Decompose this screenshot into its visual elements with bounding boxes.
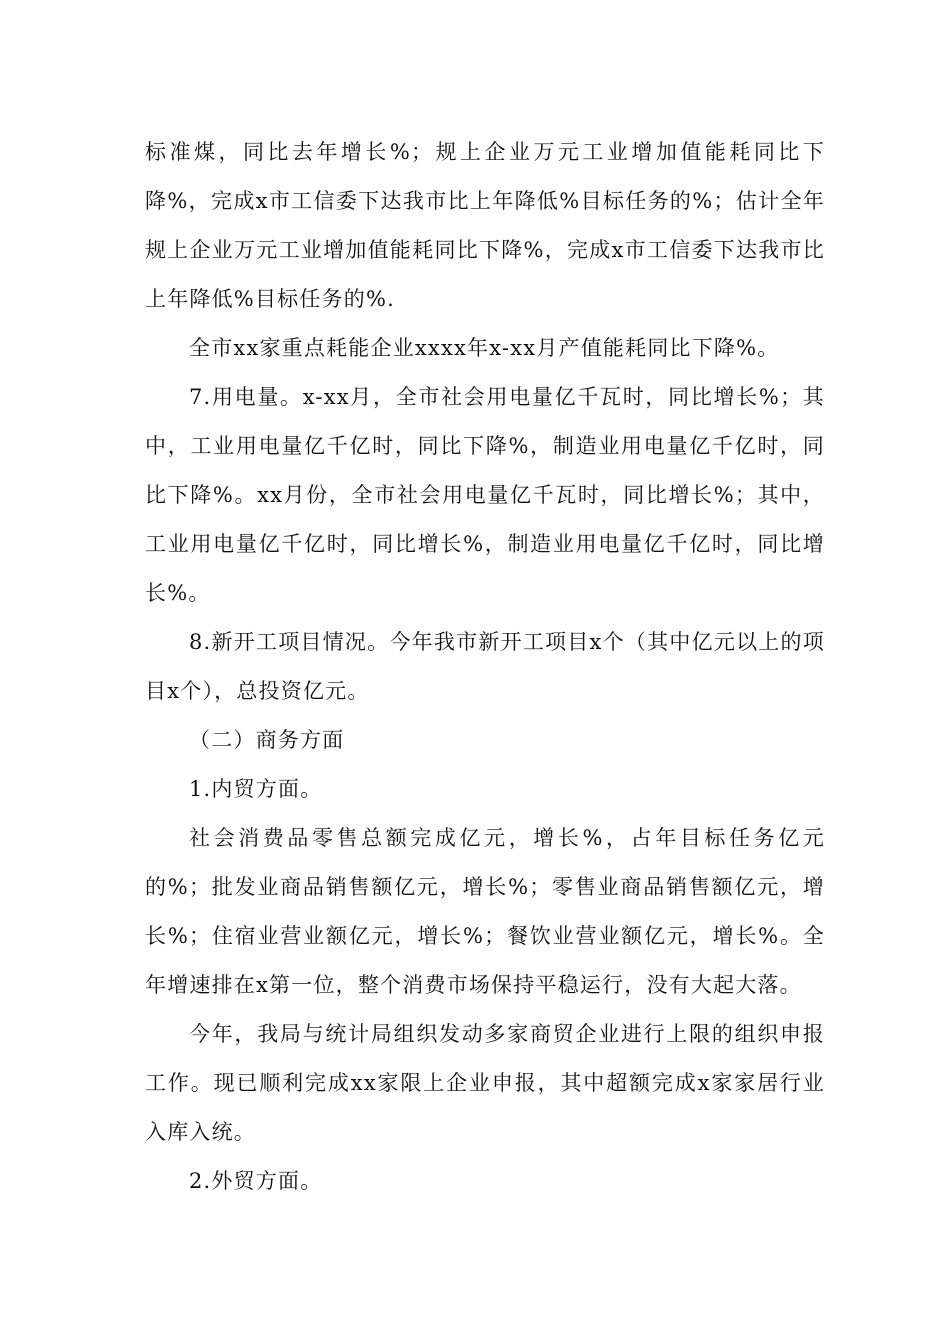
paragraph-new-projects: 8.新开工项目情况。今年我市新开工项目x个（其中亿元以上的项目x个），总投资亿元。 — [145, 630, 825, 703]
paragraph-enterprise-registration: 今年，我局与统计局组织发动多家商贸企业进行上限的组织申报工作。现已顺利完成xx家限上企业申报，其中超额完成x家家居行业入库入统。 — [145, 1022, 825, 1144]
paragraph-key-enterprises: 全市xx家重点耗能企业xxxx年x-xx月产值能耗同比下降%。 — [189, 336, 780, 360]
subheading-foreign-trade: 2.外贸方面。 — [189, 1169, 323, 1193]
paragraph-energy-consumption: 标准煤，同比去年增长%；规上企业万元工业增加值能耗同比下降%，完成x市工信委下达我市比上年降低%目标任务的%；估计全年规上企业万元工业增加值能耗同比下降%，完成x市工信委下达我市比上年降低%目标任务的%. — [145, 140, 825, 311]
paragraph-retail-sales: 社会消费品零售总额完成亿元，增长%，占年目标任务亿元的%；批发业商品销售额亿元，增长%；零售业商品销售额亿元，增长%；住宿业营业额亿元，增长%；餐饮业营业额亿元，增长%。全年增速排在x第一位，整个消费市场保持平稳运行，没有大起大落。 — [145, 826, 825, 997]
document-body — [145, 128, 825, 1206]
paragraph-electricity: 7.用电量。x-xx月，全市社会用电量亿千瓦时，同比增长%；其中，工业用电量亿千亿时，同比下降%，制造业用电量亿千亿时，同比下降%。xx月份，全市社会用电量亿千瓦时，同比增长%；其中，工业用电量亿千亿时，同比增长%，制造业用电量亿千亿时，同比增长%。 — [145, 385, 825, 605]
subheading-domestic-trade: 1.内贸方面。 — [189, 777, 323, 801]
section-heading-commerce: （二）商务方面 — [189, 728, 345, 752]
